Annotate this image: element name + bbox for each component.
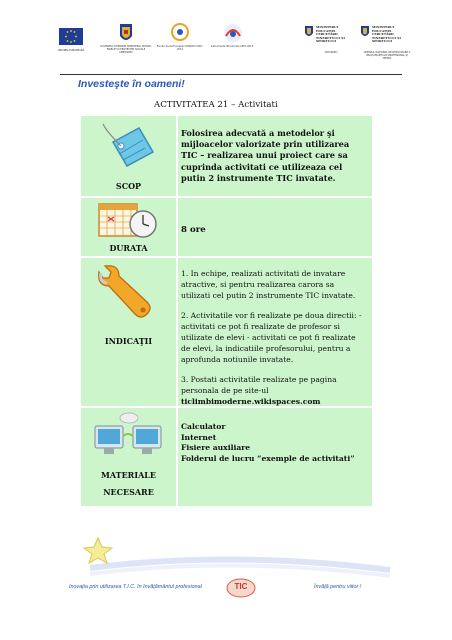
table-row-durata [81,198,372,256]
wiki-link[interactable]: ticlimbimoderne.wikispaces.com [181,397,321,406]
social-fund-logo-icon [170,22,190,42]
ministry-logo-1 [304,24,356,54]
activity-title: ACTIVITATEA 21 – Activitati [154,100,278,110]
fse-caption: Fondul Social European POSDRU 2007-2013 [156,45,204,51]
durata-text-cell [178,198,372,256]
wrench-icon [95,264,159,324]
list-item: Folderul de lucru “exemple de activitati” [181,453,355,463]
romania-caption: GUVERNUL ROMÂNIEI MINISTERUL MUNCII, FAMILIEI ȘI PROTECȚIEI SOCIALE AMPOSDRU [100,45,152,54]
ministry-education-logo-icon [360,25,370,39]
header-divider [60,74,402,75]
list-item: Fisiere auxiliare [181,443,251,453]
star-icon [80,536,116,564]
table-row-scop [81,116,372,196]
necesare-label: NECESARE [103,487,154,497]
romania-coat-of-arms-icon [118,22,134,44]
ministry-education-logo-icon [304,25,314,39]
eu-flag-icon [59,28,83,45]
scop-text: Folosirea adecvată a metodelor şi mijloacelor valorizate prin utilizarea TIC – realizarea unui proiect care sa cuprinda activitati ce utilizeaza cel putin 2 instrumente TIC invatate. [181,128,350,183]
durata-label: DURATA [109,243,148,253]
footer-left-text: Inovaţia prin utilizarea T.I.C. în învăţământul profesional [69,584,202,590]
structural-instruments-logo-icon [222,22,244,44]
indicatii-paragraph-3 [181,374,365,407]
computers-icon [93,410,163,462]
activity-table [81,116,372,508]
scop-label: SCOP [115,181,142,191]
ministry-caption-1: OIPOSDRU [324,51,338,54]
tag-icon [99,122,159,174]
slogan: Investeşte în oameni! [78,78,185,90]
materiale-list [181,422,355,464]
ministry-caption-2: CENTRUL NAȚIONAL DE DEZVOLTARE A ÎNVĂȚĂMÂNTULUI PROFESIONAL ȘI TEHNIC [363,51,411,60]
durata-text: 8 ore [181,225,206,235]
instrumente-caption: Instrumente Structurale 2007-2013 [210,45,254,48]
indicatii-paragraph-1: 1. In echipe, realizati activitati de invatare atractive, si pentru realizarea carora sa utilizati cel putin 2 instrumente TIC invatate. [181,269,356,300]
scop-label-cell [81,116,176,196]
calendar-clock-icon [97,200,159,240]
durata-label-cell [81,198,176,256]
romania-logo [100,22,152,54]
fse-logo [156,22,204,51]
indicatii-paragraph-2: 2. Activitatile vor fi realizate pe doua directii: - activitati ce pot fi realizate de profesor si utilizate de elevi - activitati ce pot fi realizate de elevi, la indicatiile profesorului, pentru a aprofunda notiunile invatate. [181,311,362,364]
indicatii-label-cell [81,258,176,406]
list-item: Calculator [181,422,226,431]
materiale-label-cell [81,408,176,506]
table-row-indicatii [81,258,372,406]
eu-caption: UNIUNEA EUROPEANĂ [57,49,85,52]
footer-right-text: Învăţă pentru viitor ! [314,584,362,590]
indicatii-label: INDICAŢII [104,336,153,346]
instrumente-logo [210,22,254,48]
ministry-name-2: MINISTERUL EDUCAȚIEI CERCETĂRII TINERETULUI ȘI SPORTULUI [372,25,401,44]
indicatii-paragraph-3-text: 3. Postati activitatile realizate pe pagina personala de pe site-ul [181,375,337,395]
ministry-logo-2 [360,24,412,60]
list-item: Internet [181,432,217,442]
ministry-name-1: MINISTERUL EDUCAȚIEI CERCETĂRII TINERETULUI ȘI SPORTULUI [316,25,345,44]
table-row-materiale [81,408,372,506]
header-logos [0,22,452,62]
indicatii-text [181,268,365,416]
footer-logo [226,578,256,598]
materiale-label: MATERIALE [101,470,156,480]
footer-logo-text: TIC [234,582,248,591]
